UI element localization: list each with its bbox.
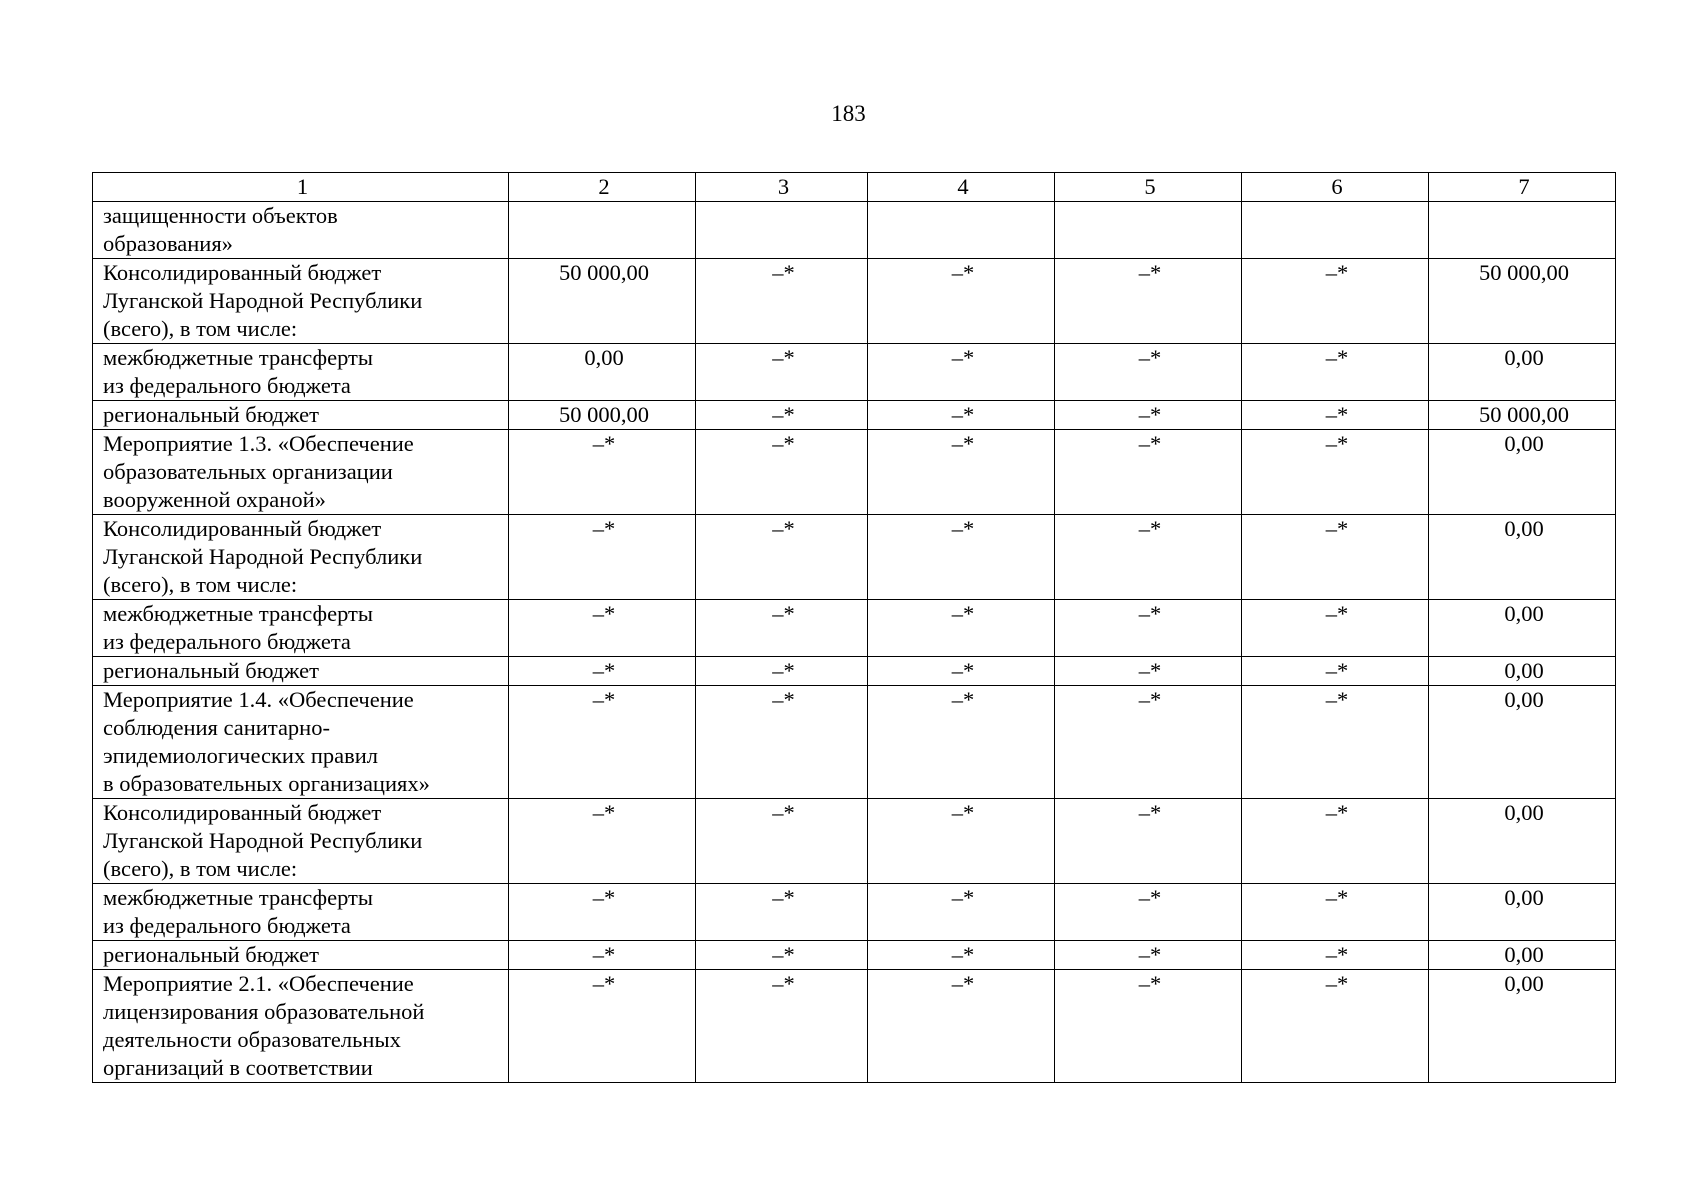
row-label-cell: Консолидированный бюджет Луганской Народной Республики (всего), в том числе: [93,515,509,600]
column-header: 7 [1429,173,1616,202]
table-row [93,686,1616,799]
table-row [93,344,1616,401]
value-cell: –* [1242,657,1429,686]
value-cell [868,202,1055,259]
value-cell: –* [1055,430,1242,515]
value-cell: 50 000,00 [1429,259,1616,344]
row-label-cell: межбюджетные трансферты из федерального бюджета [93,600,509,657]
value-cell: 0,00 [1429,941,1616,970]
value-cell: –* [509,941,696,970]
value-cell: –* [1242,686,1429,799]
table-header-row [93,173,1616,202]
row-label-cell: региональный бюджет [93,401,509,430]
table-row [93,259,1616,344]
value-cell: –* [509,515,696,600]
value-cell: –* [1242,799,1429,884]
row-label-cell: межбюджетные трансферты из федерального бюджета [93,344,509,401]
value-cell: 0,00 [1429,884,1616,941]
value-cell: –* [868,970,1055,1083]
value-cell: 0,00 [1429,344,1616,401]
value-cell [509,202,696,259]
value-cell: –* [868,657,1055,686]
value-cell: –* [509,970,696,1083]
value-cell: –* [868,344,1055,401]
column-header: 6 [1242,173,1429,202]
value-cell: –* [696,970,868,1083]
value-cell: 0,00 [1429,600,1616,657]
table-row [93,515,1616,600]
value-cell [696,202,868,259]
value-cell: 0,00 [1429,430,1616,515]
value-cell: –* [696,657,868,686]
table-row [93,970,1616,1083]
value-cell: –* [1055,600,1242,657]
value-cell: –* [1242,884,1429,941]
value-cell: –* [696,430,868,515]
value-cell: –* [1055,259,1242,344]
value-cell: –* [1055,344,1242,401]
value-cell: –* [1055,515,1242,600]
table-row [93,884,1616,941]
value-cell: –* [696,686,868,799]
value-cell: 0,00 [1429,799,1616,884]
value-cell: –* [696,344,868,401]
row-label-cell: Мероприятие 1.4. «Обеспечение соблюдения санитарно- эпидемиологических правил в образовательных организациях» [93,686,509,799]
value-cell: 0,00 [1429,515,1616,600]
value-cell: –* [868,430,1055,515]
value-cell: –* [868,799,1055,884]
value-cell: –* [868,600,1055,657]
value-cell: 0,00 [1429,657,1616,686]
value-cell: –* [696,600,868,657]
value-cell: –* [868,884,1055,941]
value-cell: 50 000,00 [509,259,696,344]
value-cell: –* [1055,657,1242,686]
budget-table [92,172,1616,1083]
value-cell: –* [509,600,696,657]
value-cell: –* [1055,799,1242,884]
value-cell: –* [1055,970,1242,1083]
value-cell: –* [509,657,696,686]
value-cell: –* [1242,600,1429,657]
value-cell: –* [1242,344,1429,401]
table-row [93,657,1616,686]
value-cell: –* [1242,259,1429,344]
value-cell [1055,202,1242,259]
table-row [93,600,1616,657]
table-row [93,799,1616,884]
value-cell: –* [868,941,1055,970]
value-cell: –* [696,259,868,344]
value-cell: 0,00 [1429,686,1616,799]
value-cell: –* [868,686,1055,799]
value-cell [1242,202,1429,259]
column-header: 3 [696,173,868,202]
row-label-cell: защищенности объектов образования» [93,202,509,259]
value-cell: 50 000,00 [1429,401,1616,430]
value-cell: –* [509,799,696,884]
value-cell: –* [696,799,868,884]
row-label-cell: региональный бюджет [93,657,509,686]
table-row [93,401,1616,430]
row-label-cell: Мероприятие 1.3. «Обеспечение образовательных организации вооруженной охраной» [93,430,509,515]
value-cell: 0,00 [509,344,696,401]
table-row [93,202,1616,259]
value-cell: 0,00 [1429,970,1616,1083]
value-cell: –* [509,686,696,799]
row-label-cell: Консолидированный бюджет Луганской Народной Республики (всего), в том числе: [93,259,509,344]
value-cell: –* [1055,941,1242,970]
value-cell: –* [1242,401,1429,430]
page-number: 183 [831,101,866,126]
value-cell: –* [509,884,696,941]
column-header: 1 [93,173,509,202]
value-cell: –* [868,259,1055,344]
column-header: 4 [868,173,1055,202]
value-cell: –* [509,430,696,515]
budget-table-body [93,173,1616,1083]
value-cell: –* [696,515,868,600]
value-cell: –* [1242,515,1429,600]
value-cell [1429,202,1616,259]
value-cell: –* [696,884,868,941]
column-header: 2 [509,173,696,202]
value-cell: –* [868,401,1055,430]
value-cell: –* [696,401,868,430]
value-cell: –* [1055,686,1242,799]
table-row [93,430,1616,515]
row-label-cell: Мероприятие 2.1. «Обеспечение лицензирования образовательной деятельности образовательных организаций в соответствии [93,970,509,1083]
value-cell: –* [1242,941,1429,970]
value-cell: –* [1242,970,1429,1083]
value-cell: 50 000,00 [509,401,696,430]
value-cell: –* [696,941,868,970]
row-label-cell: межбюджетные трансферты из федерального бюджета [93,884,509,941]
row-label-cell: Консолидированный бюджет Луганской Народной Республики (всего), в том числе: [93,799,509,884]
table-row [93,941,1616,970]
value-cell: –* [1055,884,1242,941]
value-cell: –* [868,515,1055,600]
value-cell: –* [1055,401,1242,430]
row-label-cell: региональный бюджет [93,941,509,970]
column-header: 5 [1055,173,1242,202]
value-cell: –* [1242,430,1429,515]
